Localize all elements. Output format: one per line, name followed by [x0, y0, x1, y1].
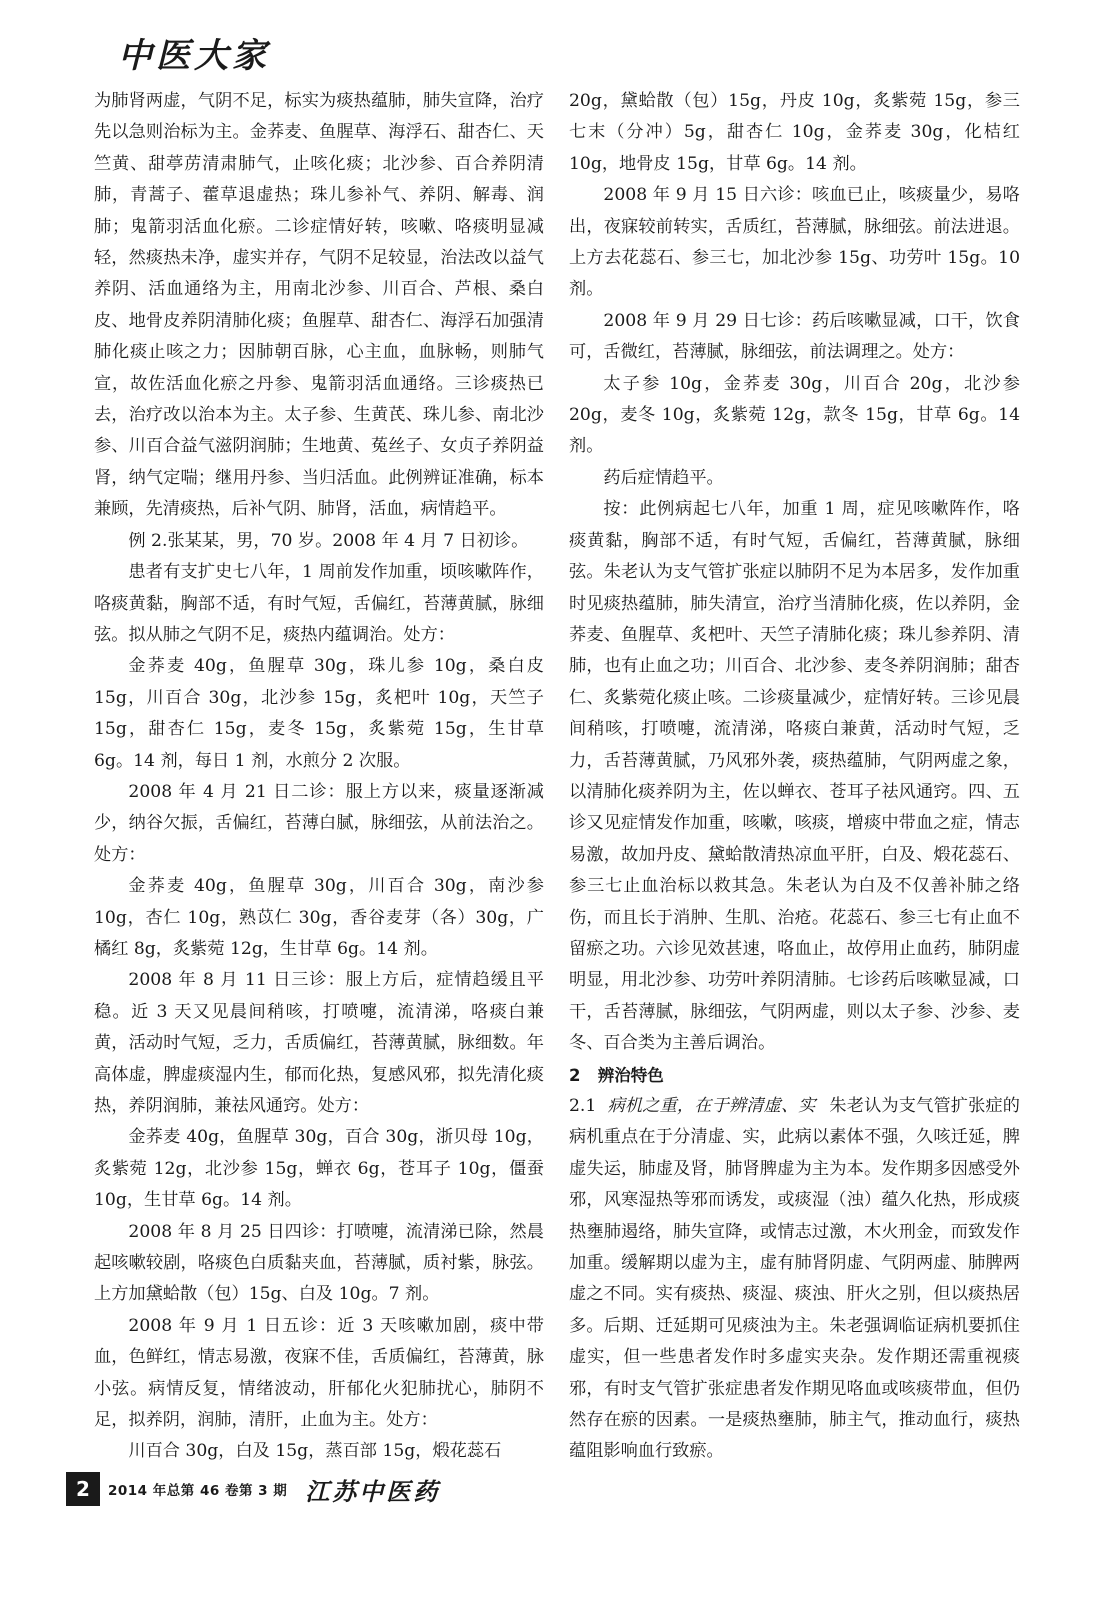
paragraph: 2008 年 9 月 15 日六诊：咳血已止，咳痰量少，易咯出，夜寐较前转实，舌质红，苔薄腻，脉细弦。前法进退。上方去花蕊石、参三七，加北沙参 15g、功劳叶 15g。10 剂。 [569, 185, 1020, 300]
paragraph: 2008 年 8 月 25 日四诊：打喷嚏，流清涕已除，然晨起咳嗽较剧，咯痰色白质黏夹血，苔薄腻，质衬紫，脉弦。上方加黛蛤散（包）15g、白及 10g。7 剂。 [94, 1221, 544, 1305]
paragraph: 2008 年 4 月 21 日二诊：服上方以来，痰量逐渐减少，纳谷欠振，舌偏红，苔薄白腻，脉细弦，从前法治之。处方： [94, 781, 544, 865]
case-heading: 例 2.张某某，男，70 岁。2008 年 4 月 7 日初诊。 [128, 530, 529, 551]
journal-logo: 江苏中医药 [305, 1476, 441, 1506]
section-number: 2 [569, 1065, 581, 1085]
prescription: 川百合 30g，白及 15g，蒸百部 15g，煅花蕊石 [128, 1441, 502, 1462]
right-column [569, 86, 1020, 1468]
paragraph: 为肺肾两虚，气阴不足，标实为痰热蕴肺，肺失宣降，治疗先以急则治标为主。金荞麦、鱼腥草、海浮石、甜杏仁、天竺黄、甜葶苈清肃肺气，止咳化痰；北沙参、百合养阴清肺，青蒿子、藿草退虚热；珠儿参补气、养阴、解毒、润肺；鬼箭羽活血化瘀。二诊症情好转，咳嗽、咯痰明显减轻，然痰热未净，虚实并存，气阴不足较显，治法改以益气养阴、活血通络为主，用南北沙参、川百合、芦根、桑白皮、地骨皮养阴清肺化痰；鱼腥草、甜杏仁、海浮石加强清肺化痰止咳之力；因肺朝百脉，心主血，血脉畅，则肺气宣，故佐活血化瘀之丹参、鬼箭羽活血通络。三诊痰热已去，治疗改以治本为主。太子参、生黄芪、珠儿参、南北沙参、川百合益气滋阴润肺；生地黄、菟丝子、女贞子养阴益肾，纳气定喘；继用丹参、当归活血。此例辨证准确，标本兼顾，先清痰热，后补气阴、肺肾，活血，病情趋平。 [94, 91, 544, 520]
prescription: 金荞麦 40g，鱼腥草 30g，百合 30g，浙贝母 10g，炙紫菀 12g，北沙参 15g，蝉衣 6g，苍耳子 10g，僵蚕 10g，生甘草 6g。14 剂。 [94, 1127, 544, 1211]
section-header-title: 中医大家 [118, 36, 270, 76]
paragraph: 患者有支扩史七八年，1 周前发作加重，顷咳嗽阵作，咯痰黄黏，胸部不适，有时气短，舌偏红，苔薄黄腻，脉细弦。拟从肺之气阴不足，痰热内蕴调治。处方： [94, 562, 544, 645]
paragraph: 药后症情趋平。 [603, 467, 724, 488]
subsection-paragraph [569, 1091, 1020, 1468]
prescription: 20g，黛蛤散（包）15g，丹皮 10g，炙紫菀 15g，参三七末（分冲）5g，甜杏仁 10g，金荞麦 30g，化桔红 10g，地骨皮 15g，甘草 6g。14 剂。 [569, 91, 1020, 174]
issue-info: 2014 年总第 46 卷第 3 期 [108, 1483, 288, 1499]
left-column [94, 86, 544, 1468]
subsection-text: 朱老认为支气管扩张症的病机重点在于分清虚、实，此病以素体不强，久咳迁延，脾虚失运，肺虚及肾，肺肾脾虚为主为本。发作期多因感受外邪，风寒湿热等邪而诱发，或痰湿（浊）蕴久化热，形成痰热壅肺遏络，肺失宣降，或情志过激，木火刑金，而致发作加重。缓解期以虚为主，虚有肺肾阴虚、气阴两虚、肺脾两虚之不同。实有痰热、痰湿、痰浊、肝火之别，但以痰热居多。后期、迁延期可见痰浊为主。朱老强调临证病机要抓住虚实，但一些患者发作时多虚实夹杂。发作期还需重视痰邪，有时支气管扩张症患者发作期见咯血或咳痰带血，但仍然存在瘀的因素。一是痰热壅肺，肺主气，推动血行，痰热蕴阻影响血行致瘀。 [569, 1096, 1020, 1462]
commentary-paragraph: 按：此例病起七八年，加重 1 周，症见咳嗽阵作，咯痰黄黏，胸部不适，有时气短，舌偏红，苔薄黄腻，脉细弦。朱老认为支气管扩张症以肺阴不足为本居多，发作加重时见痰热蕴肺，肺失清宣，治疗当清肺化痰，佐以养阴，金荞麦、鱼腥草、炙杷叶、天竺子清肺化痰；珠儿参养阴、清肺，也有止血之功；川百合、北沙参、麦冬养阴润肺；甜杏仁、炙紫菀化痰止咳。二诊痰量减少，症情好转。三诊见晨间稍咳，打喷嚏，流清涕，咯痰白兼黄，活动时气短，乏力，舌苔薄黄腻，乃风邪外袭，痰热蕴肺，气阴两虚之象，以清肺化痰养阴为主，佐以蝉衣、苍耳子祛风通窍。四、五诊又见症情发作加重，咳嗽，咳痰，增痰中带血之症，情志易激，故加丹皮、黛蛤散清热凉血平肝，白及、煅花蕊石、参三七止血治标以救其急。朱老认为白及不仅善补肺之络伤，而且长于消肿、生肌、治疮。花蕊石、参三七有止血不留瘀之功。六诊见效甚速，咯血止，故停用止血药，肺阴虚明显，用北沙参、功劳叶养阴清肺。七诊药后咳嗽显减，口干，舌苔薄腻，脉细弦，气阴两虚，则以太子参、沙参、麦冬、百合类为主善后调治。 [569, 499, 1020, 1054]
subsection-title: 病机之重，在于辨清虚、实 [607, 1096, 816, 1116]
paragraph: 2008 年 8 月 11 日三诊：服上方后，症情趋缓且平稳。近 3 天又见晨间稍咳，打喷嚏，流清涕，咯痰白兼黄，活动时气短，乏力，舌质偏红，苔薄黄腻，脉细数。年高体虚，脾虚痰湿内生，郁而化热，复感风邪，拟先清化痰热，养阴润肺，兼祛风通窍。处方： [94, 970, 544, 1116]
paragraph: 2008 年 9 月 1 日五诊：近 3 天咳嗽加剧，痰中带血，色鲜红，情志易激，夜寐不佳，舌质偏红，苔薄黄，脉小弦。病情反复，情绪波动，肝郁化火犯肺扰心，肺阴不足，拟养阴，润肺，清肝，止血为主。处方： [94, 1315, 544, 1431]
section-title: 辨治特色 [597, 1065, 664, 1085]
subsection-number: 2.1 [569, 1096, 597, 1116]
prescription: 金荞麦 40g，鱼腥草 30g，川百合 30g，南沙参 10g，杏仁 10g，熟苡仁 30g，香谷麦芽（各）30g，广橘红 8g，炙紫菀 12g，生甘草 6g。14 剂。 [94, 876, 544, 959]
page-number: 2 [66, 1472, 100, 1506]
prescription: 金荞麦 40g，鱼腥草 30g，珠儿参 10g，桑白皮 15g，川百合 30g，北沙参 15g，炙杷叶 10g，天竺子 15g，甜杏仁 15g，麦冬 15g，炙紫菀 15g，生甘草 6g。14 剂，每日 1 剂，水煎分 2 次服。 [94, 656, 544, 771]
page-footer [66, 1472, 440, 1506]
paragraph: 2008 年 9 月 29 日七诊：药后咳嗽显减，口干，饮食可，舌微红，苔薄腻，脉细弦，前法调理之。处方： [569, 310, 1020, 363]
section-heading [569, 1060, 1020, 1091]
prescription: 太子参 10g，金荞麦 30g，川百合 20g，北沙参 20g，麦冬 10g，炙紫菀 12g，款冬 15g，甘草 6g。14 剂。 [569, 373, 1020, 457]
